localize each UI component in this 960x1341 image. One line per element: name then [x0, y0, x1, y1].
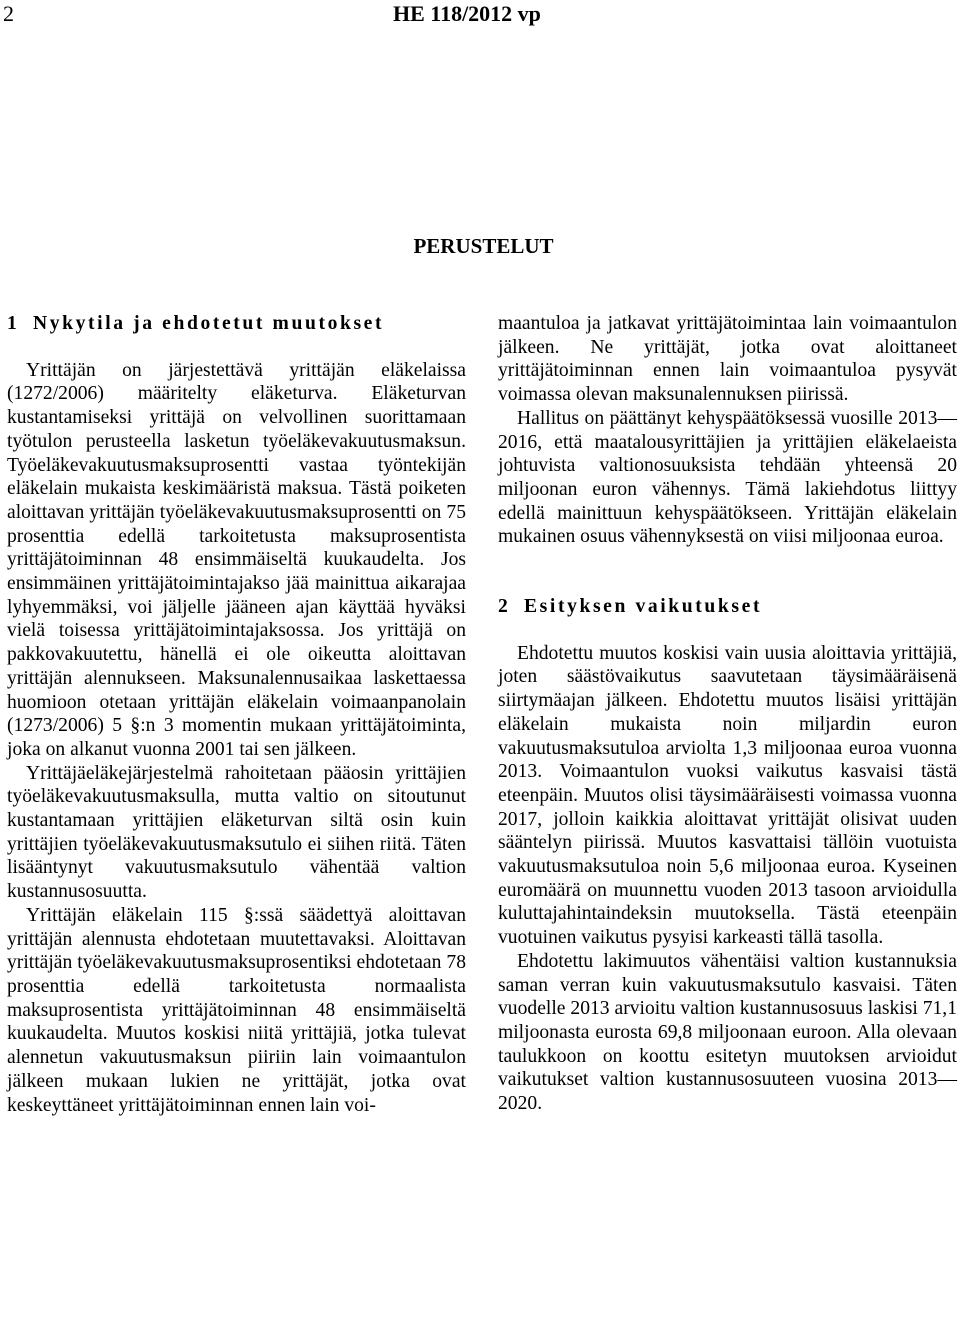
section-heading-2 [498, 595, 957, 619]
paragraph: Yrittäjäeläkejärjestelmä rahoitetaan pääosin yrittäjien työeläkevakuutusmaksulla, mutta valtio on sitoutunut kustantamaan yrittäjien eläketurvan siltä osin kuin yrittäjien työeläkevakuutusmaksutulo ei siihen riitä. Täten lisääntynyt vakuutusmaksutulo vähentää valtion kustannusosuutta. [7, 762, 466, 903]
paragraph: Hallitus on päättänyt kehyspäätöksessä vuosille 2013—2016, että maatalousyrittäjien ja yrittäjien eläkelaeista johtuvista valtionosuuksista tehdään yhteensä 20 miljoonan euron vähennys. Tämä lakiehdotus liittyy edellä mainittuun kehyspäätökseen. Yrittäjän eläkelain mukainen osuus vähennyksestä on viisi miljoonaa euroa. [498, 407, 957, 548]
heading-text: Nykytila ja ehdotetut muutokset [33, 313, 385, 334]
paragraph: Ehdotettu muutos koskisi vain uusia aloittavia yrittäjiä, joten säästövaikutus saavutetaan täysimääräisenä siirtymäajan jälkeen. Ehdotettu muutos lisäisi yrittäjän eläkelain mukaista noin miljardin euron vakuutusmaksutuloa arviolta 1,3 miljoonaa euroa vuonna 2013. Voimaantulon vuoksi vaikutus kasvaisi tästä eteenpäin. Muutos olisi täysimääräisesti voimassa vuonna 2017, jolloin kaikkia aloittavat yrittäjät olisivat uuden sääntelyn piirissä. Muutos kasvattaisi tällöin vuotuista vakuutusmaksutuloa noin 5,6 miljoonaa euroa. Kyseinen euromäärä on muunnettu vuoden 2013 tasoon arvioidulla kuluttajahintaindeksin muutoksella. Tästä eteenpäin vuotuinen vaikutus pysyisi karkeasti tällä tasolla. [498, 642, 957, 949]
heading-text: Esityksen vaikutukset [524, 596, 763, 618]
paragraph: maantuloa ja jatkavat yrittäjätoimintaa lain voimaantulon jälkeen. Ne yrittäjät, jotka ovat aloittaneet yrittäjätoiminnan ennen lain voimaantuloa pysyvät voimassa olevan maksunalennuksen piirissä. [498, 313, 957, 406]
left-column [7, 312, 466, 1117]
document-reference: HE 118/2012 vp [393, 1, 541, 26]
heading-number: 1 [7, 313, 17, 334]
right-column [498, 312, 957, 1116]
heading-number: 2 [498, 596, 508, 618]
page-header [0, 0, 960, 30]
section-title: PERUSTELUT [413, 234, 554, 258]
page-number: 2 [3, 1, 14, 26]
paragraph: Ehdotettu lakimuutos vähentäisi valtion kustannuksia saman verran kuin vakuutusmaksutulo kasvaisi. Täten vuodelle 2013 arvioitu valtion kustannusosuus laskisi 71,1 miljoonasta eurosta 69,8 miljoonaan euroon. Alla olevaan taulukkoon on koottu esitetyn muutoksen arvioidut vaikutukset valtion kustannusosuuteen vuosina 2013—2020. [498, 950, 957, 1115]
paragraph: Yrittäjän eläkelain 115 §:ssä säädettyä aloittavan yrittäjän alennusta ehdotetaan muutettavaksi. Aloittavan yrittäjän työeläkevakuutusmaksuprosentiksi ehdotetaan 78 prosenttia edellä tarkoitetusta normaalista maksuprosentista yrittäjätoiminnan 48 ensimmäiseltä kuukaudelta. Muutos koskisi niitä yrittäjiä, jotka tulevat alennetun vakuutusmaksun piiriin lain voimaantulon jälkeen mukaan lukien ne yrittäjät, jotka ovat keskeyttäneet yrittäjätoiminnan ennen lain voi- [7, 904, 466, 1116]
paragraph: Yrittäjän on järjestettävä yrittäjän eläkelaissa (1272/2006) määritelty eläketurva. Eläketurvan kustantamiseksi yrittäjä on velvollinen suorittamaan työtulon perusteella lasketun työeläkevakuutusmaksun. Työeläkevakuutusmaksuprosentti vastaa työntekijän eläkelain mukaista keskimääristä maksua. Tästä poiketen aloittavan yrittäjän työeläkevakuutusmaksuprosentti on 75 prosenttia edellä tarkoitetusta maksuprosentista yrittäjätoiminnan 48 ensimmäiseltä kuukaudelta. Jos ensimmäinen yrittäjätoimintajakso jää mainittua aikarajaa lyhyemmäksi, voi jäljelle jääneen ajan käyttää hyväksi vielä toisessa yrittäjätoimintajaksossa. Jos yrittäjä on pakkovakuutettu, hänellä ei ole oikeutta aloittavan yrittäjän alennukseen. Maksunalennusaikaa laskettaessa huomioon otetaan yrittäjän eläkelain voimaanpanolain (1273/2006) 5 §:n 3 momentin mukaan yrittäjätoiminta, joka on alkanut vuonna 2001 tai sen jälkeen. [7, 359, 466, 760]
section-heading-1 [7, 312, 466, 336]
